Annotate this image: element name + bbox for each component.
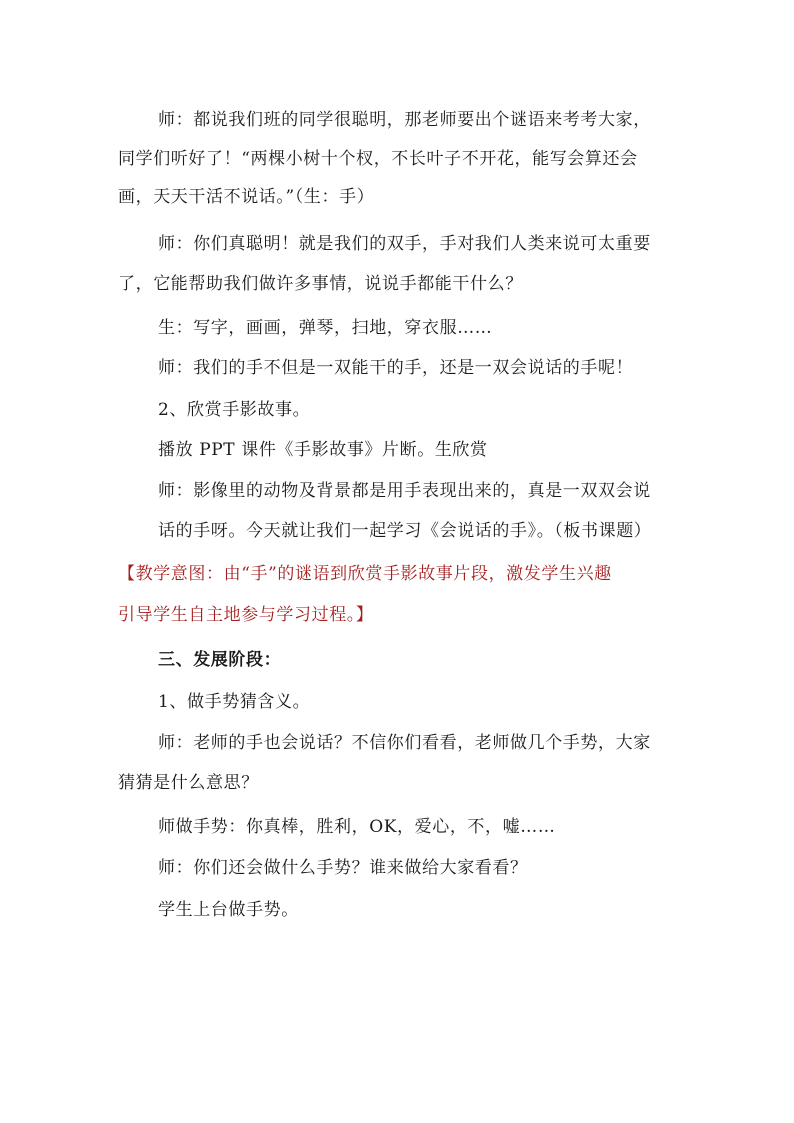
paragraph-line: 播放 PPT 课件《手影故事》片断。生欣赏 xyxy=(158,440,488,460)
section-item: 2、欣赏手影故事。 xyxy=(158,400,311,420)
paragraph-line: 学生上台做手势。 xyxy=(158,900,299,920)
paragraph-line: 师：老师的手也会说话？不信你们看看，老师做几个手势，大家 xyxy=(158,733,651,753)
paragraph-line: 话的手呀。今天就让我们一起学习《会说话的手》。（板书课题） xyxy=(158,521,652,541)
paragraph-line: 了，它能帮助我们做许多事情，说说手都能干什么？ xyxy=(118,274,523,294)
paragraph-line: 师做手势：你真棒，胜利，OK，爱心，不，嘘…… xyxy=(158,817,556,837)
paragraph-line: 生：写字，画画，弹琴，扫地，穿衣服…… xyxy=(158,318,493,338)
teaching-intent-note: 引导学生自主地参与学习过程。】 xyxy=(118,605,374,625)
paragraph-line: 画，天天干活不说话。”（生：手） xyxy=(118,187,375,207)
paragraph-line: 师：都说我们班的同学很聪明，那老师要出个谜语来考考大家， xyxy=(158,110,651,130)
teaching-intent-note: 【教学意图：由“手”的谜语到欣赏手影故事片段，激发学生兴趣 xyxy=(118,564,612,584)
paragraph-line: 猜猜是什么意思？ xyxy=(118,773,259,793)
section-heading: 三、发展阶段： xyxy=(158,650,282,670)
paragraph-line: 师：你们还会做什么手势？谁来做给大家看看？ xyxy=(158,858,528,878)
paragraph-line: 师：我们的手不但是一双能干的手，还是一双会说话的手呢！ xyxy=(158,358,634,378)
paragraph-line: 师：你们真聪明！就是我们的双手，手对我们人类来说可太重要 xyxy=(158,234,651,254)
paragraph-line: 同学们听好了！“两棵小树十个杈，不长叶子不开花，能写会算还会 xyxy=(118,149,638,169)
section-item: 1、做手势猜含义。 xyxy=(158,692,311,712)
paragraph-line: 师：影像里的动物及背景都是用手表现出来的，真是一双双会说 xyxy=(158,481,651,501)
